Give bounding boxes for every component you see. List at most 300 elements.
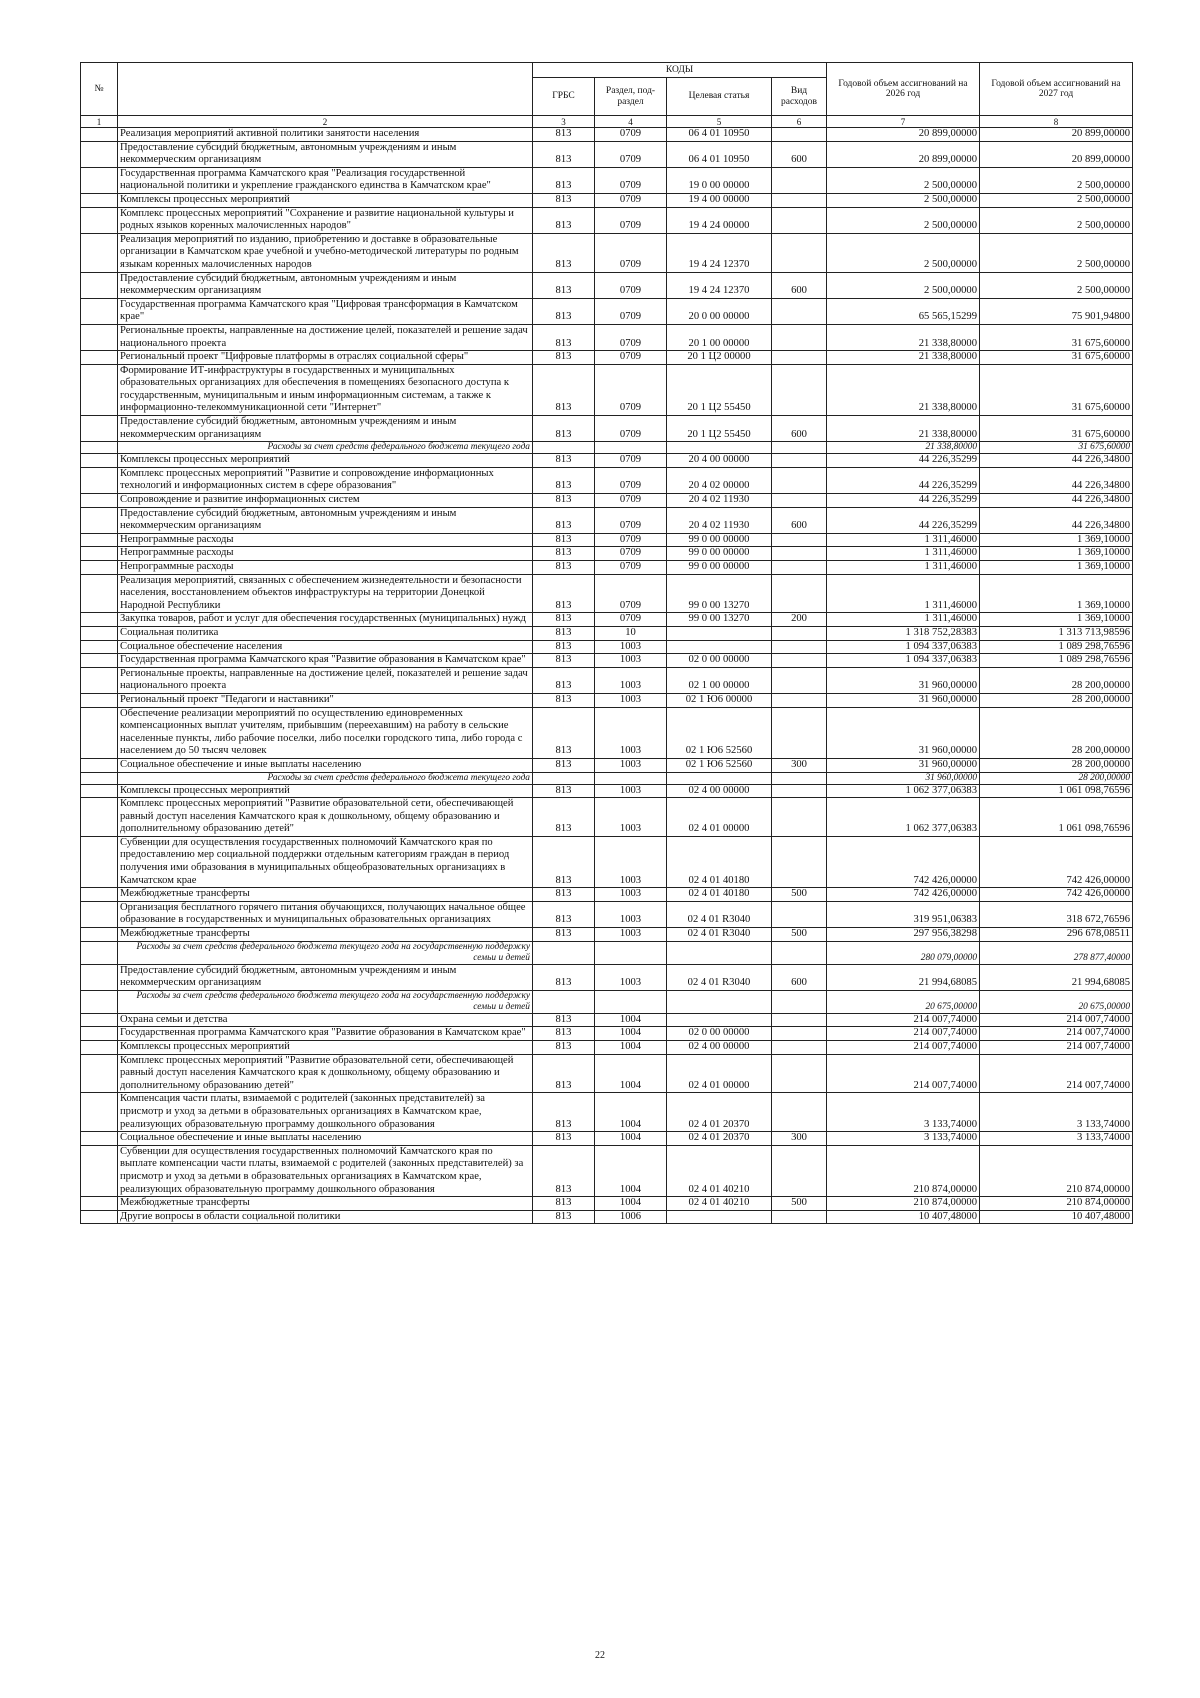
budget-table-sheet [80, 62, 1132, 1224]
cell-grbs [533, 941, 595, 964]
table-row [81, 1132, 1133, 1146]
cell-amount-2026: 21 338,80000 [827, 416, 980, 442]
cell-amount-2027: 1 061 098,76596 [980, 798, 1133, 837]
cell-amount-2026: 319 951,06383 [827, 901, 980, 927]
table-row [81, 640, 1133, 654]
cell-grbs [533, 442, 595, 454]
cell-amount-2027: 1 061 098,76596 [980, 784, 1133, 798]
table-row [81, 654, 1133, 668]
cell-razdel: 1003 [595, 888, 667, 902]
cell-amount-2026: 3 133,74000 [827, 1132, 980, 1146]
cell-num [81, 364, 118, 415]
cell-razdel: 0709 [595, 233, 667, 272]
cell-name: Предоставление субсидий бюджетным, автономным учреждениям и иным некоммерческим организациям [118, 272, 533, 298]
cell-target-article: 20 0 00 00000 [667, 298, 772, 324]
cell-name: Региональные проекты, направленные на достижение целей, показателей и решение задач национального проекта [118, 324, 533, 350]
cell-expense-type [772, 1145, 827, 1196]
cell-num [81, 836, 118, 887]
cell-num [81, 467, 118, 493]
cell-expense-type: 500 [772, 1197, 827, 1211]
cell-amount-2027: 28 200,00000 [980, 707, 1133, 758]
cell-amount-2026: 31 960,00000 [827, 772, 980, 784]
cell-grbs: 813 [533, 416, 595, 442]
cell-expense-type [772, 233, 827, 272]
cell-razdel: 1006 [595, 1210, 667, 1224]
cell-target-article: 20 1 Ц2 55450 [667, 364, 772, 415]
header-name [118, 63, 533, 116]
cell-target-article: 02 4 00 00000 [667, 784, 772, 798]
cell-target-article: 02 4 01 40210 [667, 1145, 772, 1196]
cell-target-article: 02 4 01 20370 [667, 1132, 772, 1146]
cell-name: Государственная программа Камчатского края "Развитие образования в Камчатском крае" [118, 1027, 533, 1041]
cell-name: Субвенции для осуществления государственных полномочий Камчатского края по предоставлению мер социальной поддержки отдельным категориям граждан в период получения ими образования в муниципальных общеобразовательных организациях в Камчатском крае [118, 836, 533, 887]
cell-razdel: 1003 [595, 640, 667, 654]
table-row [81, 901, 1133, 927]
cell-name: Комплексы процессных мероприятий [118, 1041, 533, 1055]
cell-target-article: 19 0 00 00000 [667, 167, 772, 193]
cell-grbs: 813 [533, 1132, 595, 1146]
cell-grbs: 813 [533, 1145, 595, 1196]
cell-name: Обеспечение реализации мероприятий по осуществлению единовременных компенсационных выплат учителям, прибывшим (переехавшим) на работу в сельские населенные пункты, либо рабочие поселки, либо поселки городского типа, либо города с населением до 50 тысяч человек [118, 707, 533, 758]
cell-amount-2026: 31 960,00000 [827, 707, 980, 758]
cell-amount-2026: 44 226,35299 [827, 494, 980, 508]
cell-num [81, 941, 118, 964]
cell-name: Предоставление субсидий бюджетным, автономным учреждениям и иным некоммерческим организациям [118, 141, 533, 167]
cell-razdel: 0709 [595, 574, 667, 613]
cell-amount-2027: 318 672,76596 [980, 901, 1133, 927]
cell-razdel: 1004 [595, 1197, 667, 1211]
cell-amount-2027: 10 407,48000 [980, 1210, 1133, 1224]
cell-razdel: 1004 [595, 1054, 667, 1093]
cell-name: Расходы за счет средств федерального бюджета текущего года на государственную поддержку семьи и детей [118, 990, 533, 1013]
cell-grbs: 813 [533, 233, 595, 272]
cell-name: Социальная политика [118, 626, 533, 640]
cell-amount-2026: 1 318 752,28383 [827, 626, 980, 640]
cell-num [81, 901, 118, 927]
table-row [81, 1093, 1133, 1132]
note-row [81, 941, 1133, 964]
cell-grbs: 813 [533, 298, 595, 324]
cell-name: Региональные проекты, направленные на достижение целей, показателей и решение задач национального проекта [118, 667, 533, 693]
cell-amount-2027: 1 313 713,98596 [980, 626, 1133, 640]
cell-num [81, 798, 118, 837]
cell-razdel: 0709 [595, 364, 667, 415]
cell-razdel: 1004 [595, 1041, 667, 1055]
table-row [81, 454, 1133, 468]
cell-amount-2027: 278 877,40000 [980, 941, 1133, 964]
cell-expense-type [772, 167, 827, 193]
cell-amount-2026: 1 094 337,06383 [827, 640, 980, 654]
table-row [81, 888, 1133, 902]
cell-num [81, 574, 118, 613]
cell-grbs: 813 [533, 324, 595, 350]
cell-target-article: 19 4 24 12370 [667, 272, 772, 298]
cell-grbs: 813 [533, 758, 595, 772]
cell-expense-type: 500 [772, 928, 827, 942]
cell-target-article [667, 1210, 772, 1224]
cell-amount-2027: 20 675,00000 [980, 990, 1133, 1013]
table-row [81, 1210, 1133, 1224]
cell-amount-2027: 28 200,00000 [980, 758, 1133, 772]
cell-num [81, 990, 118, 1013]
cell-target-article: 20 4 02 11930 [667, 494, 772, 508]
table-row [81, 928, 1133, 942]
cell-num [81, 167, 118, 193]
cell-expense-type [772, 467, 827, 493]
cell-num [81, 141, 118, 167]
cell-grbs: 813 [533, 707, 595, 758]
cell-expense-type: 200 [772, 613, 827, 627]
cell-name: Государственная программа Камчатского края "Развитие образования в Камчатском крае" [118, 654, 533, 668]
cell-target-article: 02 4 00 00000 [667, 1041, 772, 1055]
cell-expense-type [772, 640, 827, 654]
cell-razdel: 0709 [595, 533, 667, 547]
table-row [81, 707, 1133, 758]
cell-name: Социальное обеспечение и иные выплаты населению [118, 758, 533, 772]
cell-num [81, 772, 118, 784]
cell-amount-2027: 1 089 298,76596 [980, 654, 1133, 668]
header-csr: Целевая статья [667, 78, 772, 116]
header-num: № [81, 63, 118, 116]
cell-name: Непрограммные расходы [118, 547, 533, 561]
table-row [81, 693, 1133, 707]
cell-amount-2026: 65 565,15299 [827, 298, 980, 324]
cell-target-article: 02 4 01 20370 [667, 1093, 772, 1132]
cell-expense-type [772, 364, 827, 415]
cell-expense-type: 600 [772, 141, 827, 167]
cell-target-article: 19 4 24 12370 [667, 233, 772, 272]
cell-razdel: 1004 [595, 1132, 667, 1146]
cell-grbs: 813 [533, 1197, 595, 1211]
cell-amount-2027: 44 226,34800 [980, 507, 1133, 533]
cell-name: Государственная программа Камчатского края "Реализация государственной национальной политики и укрепление гражданского единства в Камчатском крае" [118, 167, 533, 193]
cell-amount-2027: 3 133,74000 [980, 1093, 1133, 1132]
cell-amount-2026: 1 094 337,06383 [827, 654, 980, 668]
cell-razdel: 1004 [595, 1093, 667, 1132]
table-row [81, 758, 1133, 772]
cell-expense-type [772, 941, 827, 964]
cell-expense-type [772, 798, 827, 837]
cell-amount-2026: 1 311,46000 [827, 547, 980, 561]
cell-amount-2027: 3 133,74000 [980, 1132, 1133, 1146]
cell-expense-type [772, 193, 827, 207]
table-row [81, 193, 1133, 207]
cell-grbs: 813 [533, 167, 595, 193]
cell-amount-2026: 2 500,00000 [827, 207, 980, 233]
note-row [81, 772, 1133, 784]
table-body [81, 128, 1133, 1224]
cell-expense-type: 600 [772, 272, 827, 298]
table-row [81, 416, 1133, 442]
cell-name: Расходы за счет средств федерального бюджета текущего года на государственную поддержку семьи и детей [118, 941, 533, 964]
cell-name: Компенсация части платы, взимаемой с родителей (законных представителей) за присмотр и уход за детьми в образовательных организациях в Камчатском крае, реализующих образовательную программу дошкольного образования [118, 1093, 533, 1132]
cell-amount-2027: 44 226,34800 [980, 494, 1133, 508]
cell-num [81, 1027, 118, 1041]
cell-amount-2027: 1 369,10000 [980, 574, 1133, 613]
cell-razdel: 0709 [595, 298, 667, 324]
cell-amount-2026: 44 226,35299 [827, 507, 980, 533]
cell-razdel: 0709 [595, 351, 667, 365]
cell-grbs: 813 [533, 693, 595, 707]
cell-amount-2027: 31 675,60000 [980, 416, 1133, 442]
cell-amount-2027: 214 007,74000 [980, 1041, 1133, 1055]
table-row [81, 547, 1133, 561]
cell-name: Реализация мероприятий, связанных с обеспечением жизнедеятельности и безопасности населения, восстановлением объектов инфраструктуры на территории Донецкой Народной Республики [118, 574, 533, 613]
cell-name: Комплексы процессных мероприятий [118, 193, 533, 207]
cell-grbs: 813 [533, 494, 595, 508]
cell-amount-2026: 20 675,00000 [827, 990, 980, 1013]
cell-target-article: 19 4 00 00000 [667, 193, 772, 207]
cell-grbs: 813 [533, 836, 595, 887]
cell-razdel [595, 990, 667, 1013]
cell-razdel: 10 [595, 626, 667, 640]
cell-name: Межбюджетные трансферты [118, 1197, 533, 1211]
colnum: 6 [772, 116, 827, 128]
cell-amount-2026: 10 407,48000 [827, 1210, 980, 1224]
cell-razdel: 0709 [595, 324, 667, 350]
cell-num [81, 888, 118, 902]
cell-expense-type [772, 454, 827, 468]
cell-target-article: 20 4 02 00000 [667, 467, 772, 493]
cell-grbs: 813 [533, 207, 595, 233]
column-numbers-row [81, 116, 1133, 128]
colnum: 4 [595, 116, 667, 128]
cell-expense-type [772, 1041, 827, 1055]
cell-amount-2026: 297 956,38298 [827, 928, 980, 942]
cell-num [81, 640, 118, 654]
cell-grbs: 813 [533, 888, 595, 902]
cell-expense-type [772, 772, 827, 784]
cell-expense-type: 600 [772, 416, 827, 442]
cell-name: Субвенции для осуществления государственных полномочий Камчатского края по выплате компенсации части платы, взимаемой с родителей (законных представителей) за присмотр и уход за детьми в образовательных организациях в Камчатском крае, реализующих образовательную программу дошкольного образования [118, 1145, 533, 1196]
cell-grbs: 813 [533, 654, 595, 668]
cell-expense-type [772, 693, 827, 707]
cell-amount-2027: 28 200,00000 [980, 667, 1133, 693]
cell-num [81, 667, 118, 693]
cell-grbs: 813 [533, 467, 595, 493]
cell-name: Расходы за счет средств федерального бюджета текущего года [118, 442, 533, 454]
cell-num [81, 207, 118, 233]
cell-razdel: 0709 [595, 128, 667, 142]
cell-amount-2027: 31 675,60000 [980, 324, 1133, 350]
cell-target-article: 99 0 00 00000 [667, 533, 772, 547]
cell-razdel: 0709 [595, 193, 667, 207]
cell-name: Непрограммные расходы [118, 561, 533, 575]
cell-num [81, 964, 118, 990]
cell-num [81, 928, 118, 942]
cell-grbs: 813 [533, 1013, 595, 1027]
table-row [81, 574, 1133, 613]
cell-amount-2027: 2 500,00000 [980, 272, 1133, 298]
cell-num [81, 128, 118, 142]
cell-razdel: 1004 [595, 1013, 667, 1027]
cell-amount-2027: 44 226,34800 [980, 467, 1133, 493]
cell-razdel [595, 941, 667, 964]
cell-num [81, 272, 118, 298]
header-codes: КОДЫ [533, 63, 827, 78]
cell-amount-2026: 2 500,00000 [827, 233, 980, 272]
cell-expense-type [772, 207, 827, 233]
cell-name: Непрограммные расходы [118, 533, 533, 547]
cell-target-article: 99 0 00 00000 [667, 561, 772, 575]
cell-num [81, 547, 118, 561]
cell-expense-type [772, 533, 827, 547]
table-row [81, 613, 1133, 627]
cell-amount-2026: 214 007,74000 [827, 1054, 980, 1093]
colnum: 2 [118, 116, 533, 128]
cell-expense-type [772, 1013, 827, 1027]
cell-name: Другие вопросы в области социальной политики [118, 1210, 533, 1224]
colnum: 5 [667, 116, 772, 128]
cell-grbs: 813 [533, 351, 595, 365]
cell-name: Комплекс процессных мероприятий "Развитие образовательной сети, обеспечивающей равный доступ населения Камчатского края к дошкольному, общему образованию и дополнительному образованию детей" [118, 1054, 533, 1093]
cell-target-article: 02 4 01 00000 [667, 798, 772, 837]
cell-grbs [533, 772, 595, 784]
cell-grbs: 813 [533, 454, 595, 468]
table-row [81, 964, 1133, 990]
cell-razdel: 0709 [595, 454, 667, 468]
cell-amount-2026: 31 960,00000 [827, 758, 980, 772]
cell-target-article [667, 626, 772, 640]
cell-amount-2027: 1 369,10000 [980, 561, 1133, 575]
cell-grbs: 813 [533, 901, 595, 927]
table-row [81, 1054, 1133, 1093]
colnum: 3 [533, 116, 595, 128]
cell-expense-type [772, 561, 827, 575]
cell-num [81, 416, 118, 442]
cell-grbs: 813 [533, 364, 595, 415]
table-row [81, 507, 1133, 533]
cell-grbs: 813 [533, 272, 595, 298]
cell-name: Межбюджетные трансферты [118, 928, 533, 942]
cell-grbs: 813 [533, 507, 595, 533]
cell-razdel: 0709 [595, 613, 667, 627]
cell-razdel [595, 442, 667, 454]
table-row [81, 141, 1133, 167]
cell-target-article: 06 4 01 10950 [667, 128, 772, 142]
cell-amount-2026: 210 874,00000 [827, 1145, 980, 1196]
cell-amount-2027: 210 874,00000 [980, 1197, 1133, 1211]
cell-amount-2026: 742 426,00000 [827, 836, 980, 887]
cell-num [81, 298, 118, 324]
table-header [81, 63, 1133, 128]
cell-name: Региональный проект "Педагоги и наставники" [118, 693, 533, 707]
cell-expense-type [772, 1027, 827, 1041]
cell-razdel: 1003 [595, 667, 667, 693]
cell-grbs: 813 [533, 533, 595, 547]
cell-razdel: 1003 [595, 964, 667, 990]
cell-amount-2026: 210 874,00000 [827, 1197, 980, 1211]
cell-num [81, 654, 118, 668]
cell-num [81, 533, 118, 547]
cell-target-article: 02 4 01 40180 [667, 888, 772, 902]
cell-amount-2027: 31 675,60000 [980, 351, 1133, 365]
cell-target-article: 99 0 00 00000 [667, 547, 772, 561]
cell-num [81, 233, 118, 272]
cell-num [81, 613, 118, 627]
cell-amount-2026: 31 960,00000 [827, 693, 980, 707]
cell-num [81, 1041, 118, 1055]
cell-amount-2026: 20 899,00000 [827, 141, 980, 167]
cell-target-article: 02 4 01 40210 [667, 1197, 772, 1211]
cell-expense-type [772, 901, 827, 927]
cell-razdel: 0709 [595, 416, 667, 442]
cell-amount-2027: 742 426,00000 [980, 836, 1133, 887]
cell-target-article [667, 772, 772, 784]
cell-amount-2026: 214 007,74000 [827, 1027, 980, 1041]
cell-amount-2027: 210 874,00000 [980, 1145, 1133, 1196]
cell-razdel: 1003 [595, 654, 667, 668]
cell-expense-type: 300 [772, 758, 827, 772]
table-row [81, 324, 1133, 350]
cell-razdel: 0709 [595, 547, 667, 561]
cell-amount-2027: 1 369,10000 [980, 547, 1133, 561]
cell-expense-type [772, 298, 827, 324]
cell-razdel: 0709 [595, 272, 667, 298]
table-row [81, 836, 1133, 887]
cell-grbs: 813 [533, 640, 595, 654]
cell-amount-2027: 31 675,60000 [980, 364, 1133, 415]
cell-amount-2027: 2 500,00000 [980, 167, 1133, 193]
cell-razdel: 0709 [595, 507, 667, 533]
cell-target-article: 02 1 Ю6 52560 [667, 758, 772, 772]
cell-grbs: 813 [533, 798, 595, 837]
header-2026: Годовой объем ассигнований на 2026 год [827, 63, 980, 116]
colnum: 7 [827, 116, 980, 128]
cell-razdel: 1003 [595, 758, 667, 772]
cell-target-article: 02 4 01 R3040 [667, 901, 772, 927]
cell-num [81, 561, 118, 575]
cell-grbs: 813 [533, 1093, 595, 1132]
cell-amount-2026: 2 500,00000 [827, 272, 980, 298]
cell-amount-2027: 2 500,00000 [980, 193, 1133, 207]
cell-razdel: 1003 [595, 693, 667, 707]
cell-name: Региональный проект "Цифровые платформы в отраслях социальной сферы" [118, 351, 533, 365]
header-grbs: ГРБС [533, 78, 595, 116]
cell-razdel: 0709 [595, 494, 667, 508]
cell-target-article: 02 1 Ю6 52560 [667, 707, 772, 758]
colnum: 8 [980, 116, 1133, 128]
cell-target-article: 19 4 24 00000 [667, 207, 772, 233]
cell-num [81, 454, 118, 468]
cell-grbs [533, 990, 595, 1013]
cell-num [81, 1093, 118, 1132]
cell-name: Расходы за счет средств федерального бюджета текущего года [118, 772, 533, 784]
cell-razdel: 0709 [595, 467, 667, 493]
table-row [81, 1041, 1133, 1055]
cell-grbs: 813 [533, 613, 595, 627]
cell-amount-2026: 1 311,46000 [827, 574, 980, 613]
cell-razdel: 1004 [595, 1145, 667, 1196]
cell-razdel: 1003 [595, 784, 667, 798]
cell-expense-type [772, 1093, 827, 1132]
cell-expense-type [772, 1054, 827, 1093]
cell-amount-2026: 214 007,74000 [827, 1041, 980, 1055]
cell-razdel: 1003 [595, 836, 667, 887]
cell-num [81, 1145, 118, 1196]
cell-razdel: 0709 [595, 561, 667, 575]
table-row [81, 167, 1133, 193]
table-row [81, 494, 1133, 508]
cell-target-article: 02 0 00 00000 [667, 1027, 772, 1041]
cell-amount-2027: 2 500,00000 [980, 207, 1133, 233]
cell-name: Комплексы процессных мероприятий [118, 784, 533, 798]
cell-target-article: 02 4 01 00000 [667, 1054, 772, 1093]
cell-target-article [667, 990, 772, 1013]
cell-num [81, 324, 118, 350]
cell-grbs: 813 [533, 561, 595, 575]
cell-amount-2027: 21 994,68085 [980, 964, 1133, 990]
